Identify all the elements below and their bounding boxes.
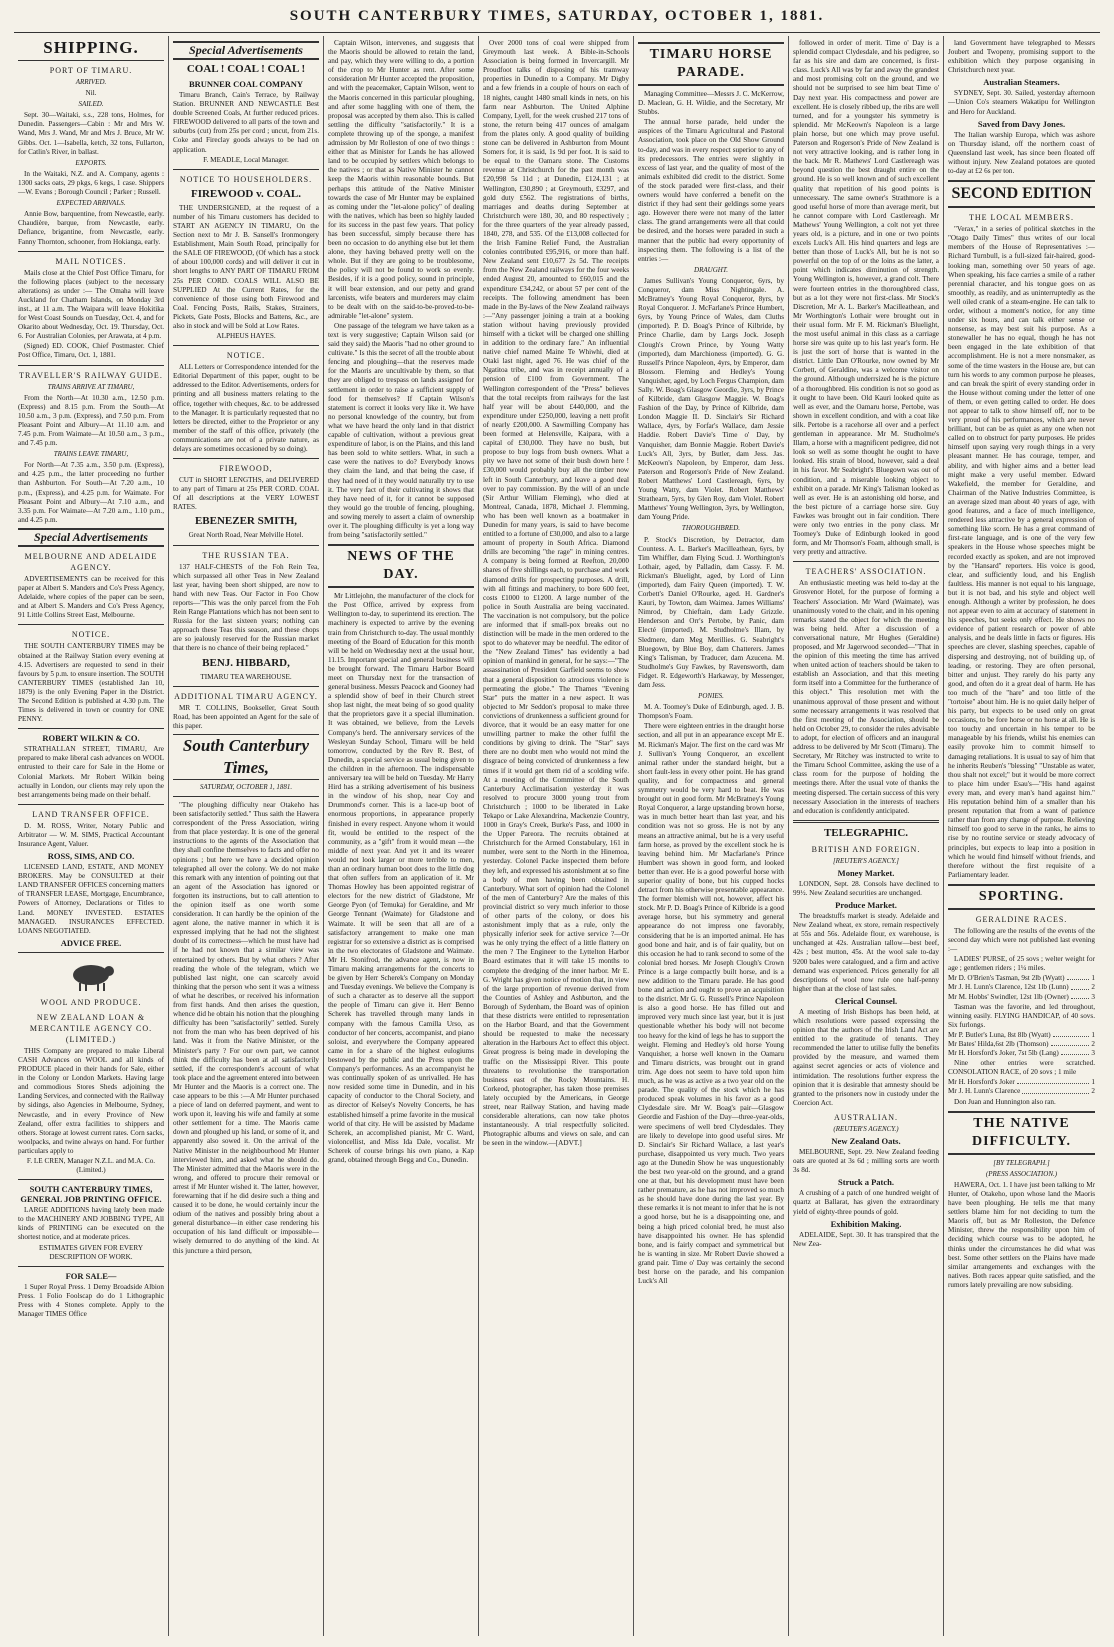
race-result-row bbox=[948, 1040, 1095, 1049]
firewood-title: FIREWOOD v. COAL. bbox=[190, 187, 301, 200]
firewood2-heading: FIREWOOD, bbox=[219, 464, 273, 474]
leader-dots bbox=[1061, 1049, 1090, 1055]
placing: 1 bbox=[1091, 974, 1095, 983]
notice-text: THE SOUTH CANTERBURY TIMES may be obtained at the Railway Station every evening at 4.15. Advertisers are requested to send in their favours by 5 p.m. to ensure insertion. The SOUTH CANTERBURY TIMES (established Jan 10, 1879) is the only Evening Paper in the District. The Second Edition is published at 4.30 p.m. The Times is delivered in town or country for ONE PENNY. bbox=[18, 642, 164, 724]
race-result-row bbox=[948, 1087, 1095, 1096]
produce-text: The breadstuffs market is steady. Adelaide and New Zealand wheat, ex store, remain respectively at 55s and 56s. Adelaide flour, ex warehouse, is unchanged at 42s. Australian tallow—best beef, 42s ; best mutton, 45s. At the wool sale to-day 9200 bales were catalogued, and a firm and active demand was experienced. Prices generally for all descriptions of wool now rule one half-penny higher than at the close of last sales. bbox=[793, 912, 939, 993]
exhibition-heading: Exhibition Making. bbox=[830, 1218, 902, 1229]
newspaper-columns bbox=[14, 36, 1100, 1636]
leader-continued: Captain Wilson, intervenes, and suggests that the Maoris should be allowed to retain the land, and pay, which they were willing to do, a portion of the crop to Mr Hunter as rent. After some consideration Mr Hunter accepted the proposition, and with the peacemaker, Captain Wilson, went to the Maoris concerned in this particular ploughing, and after some haggling with one of them, the proposal was accepted by them also. This is called settling the difficulty "satisfactorily." It is a complete throwing up of the sponge, a manifest admission by Mr Rolleston of one of two things : either that as Minister for Lands he has allowed land to be occupied by settlers which belongs to the natives ; or that as Native Minister he cannot keep the Maoris within reasonable bounds. But perhaps this attitude of the Native Minister towards the case of Mr Hunter may be explained as coming under the "let-alone policy" of dealing with the natives, which has been so highly lauded for its success in the past few years. That policy has been successful, simply because there has been no occasion to do anything else but let them alone, they having behaved pretty well on the whole. But if they are going to be troublesome, the policy will not be found to work so evenly. Besides, if it is a good policy, sound in principle, it will bear extension, and our petty and grand larcenists, wife beaters and murderers may claim to be dealt with on the said-to-be-proved-to-be-admirable "let-alone" system. bbox=[328, 39, 474, 320]
wilkin-text: STRATHALLAN STREET, TIMARU, Are prepared to make liberal cash advances on WOOL entrusted to their care for Sale in the Home or Colonial Markets. Mr Robert Wilkin being actually in London, our clients may rely upon the best arrangements being made on their behalf. bbox=[18, 745, 164, 799]
native-difficulty-heading: THE NATIVE DIFFICULTY. bbox=[948, 1111, 1095, 1155]
column-5 bbox=[634, 36, 789, 1636]
divider bbox=[18, 1266, 164, 1267]
news-text: Mr Littlejohn, the manufacturer of the clock for the Post Office, arrived by express from Wellington to-day, to superintend its erection. The machinery is expected to arrive by the evening train from Christchurch to-day. The usual monthly meeting of the Board of Education for this month will be held on Wednesday next at the usual hour, 11.15. Important special and general business will be brought forward. The Timaru Harbor Board meet on Thursday next for the transaction of general business. Messrs Peacock and Gooney had a splendid show of beef in their Church street shop last night, the meat being of so good quality that the proprietors gave it a special illumination. It was obtained, we believe, from the Levels Company's herd. The anniversary services of the Wesleyan Sunday School, Timaru will be held tomorrow, conducted by the Rev R. Best, of Dunedin, a special service as usual being given to the children in the afternoon. The indispensable anniversary tea will be held on Tuesday. Mr Harry Hird has a striking advertisement of his business in the window of his shop, near Coy and Drummond's corner. This is a lace-up boot of enormous proportions, in appearance properly finished in every respect. Anyone whom it would fit, would be entitled to the respect of the community, as a "gift" from it would mean —the middle of next year. And yet it and its wearer would not look larger or more terrible to men, than an ordinary human boot does to the little dog that often suffers from an application of it. Mr Thomas Howley has been appointed registrar of electors for the new district of Gladstone, Mr George Pyon (of Temuka) for Geraldine, and Mr George Tennant (Waimate) for Gladstone and Waimate. It will be seen that all are of a satisfactory arrangement to make one man registrar for so extensive a district as is comprised in the two electorates of Gladstone and Waimate. Mr H. Stonifrod, the advance agent, is now in Timaru making arrangements for the concerts to be given by Herr Scherek's Company on Monday and Tuesday evenings. We believe the Company is of such a character as to deserve all the support the people of Timaru can give it. Herr Benno Scherek has travelled through many lands in company with the famous Camilla Urso, as conductor of her concerts, accompanist, and piano soloist, and everywhere the Company appeared came in for a share of the highest eulogiums bestowed by the public and the Press upon the Company's performances. As an accompanyist he was continually spoken of as unrivalled. He has now resided some time in Dunedin, and in his capacity of conductor to the Choral Society, and as director of Kelsey's Novelty Concerts, he has established himself a prime favorite in the musical world of that city. He will be assisted by Madame Scherek, an accomplished pianist, Mr C. Ward, violoncellist, and Miss Ida Dale, vocalist. Mr Scherek of course brings his own piano, a Kap grand, obtained through Begg and Co., Dunedin. bbox=[328, 592, 474, 1164]
local-members-text: "Verax," in a series of political sketches in the "Otago Daily Times" thus writes of our local members of the House of Representatives :— Richard Turnbull, is a full-sized fair-haired, good-looking man, something over 50 years of age. When speaking, his face carries a smile of a rather perennial character, and his tongue goes on as smoothly, as readily, and as uninterruptedly as the well oiled crank of a steam-engine. He can talk to order, without a moment's notice, for any time under six hours, and can talk either sense or nonsense, as may best suit his purpose. As a stonewaller he has no equal, though he has not been engaged in the late exhibition of that accomplishment. He is not a mere nonsmaker, as some of the time wasters in the House are, but can turn his words to any common purpose he pleases, and can break the spirit of every standing order in the House without coming under the letter of one of them, or even getting called to order. He does not appear to talk to show himself off, nor to be very proud of his performances, which are never brilliant, but can be as quiet as any one when not called on to obstruct for party purposes. He prides himself upon saying very rough things in a very pleasant manner. He has courage, temper, and ability, and with higher aims and a better lead might make a very useful member. Edward Wakefield, the member for Geraldine, and Chairman of the Native Industries Committee, is an average sized man about 40 years of age, with good features, and a face of much intelligence, rendered less attractive by a general expression of something like scorn. He has a great command of first-rate language, and is one of the very few speakers in the House whose speeches might be recorded exactly as spoken, and are not improved by the "Hansard" reporters. His voice is good, clear, and sufficiently loud, and his English faultless. His manner is not equal to his language, but it is not bad, and his style and object well enough. Although a writer by profession, he does not appear even to aim at accuracy of statement in his speeches, but seeks only effect. He shows no evidence of patient research or power of able analysis, and he deals little in facts or figures. His speeches are clever, slashing speeches, capable of dispersing and destroying, not of building up, of leading, or restoring. They are often personal, bitter and unjust. They rarely do his party any good, and often do it a great deal of harm. He has too much of the "hare" and too little of the "tortoise" about him. He is no quiet daily helper of his party, but expects to be used only on great occasions, to be fore horse or no horse at all. He is too touchy and uncertain in his temper to be manageable by his friends, whilst his enemies can easily provoke him to commit himself to damaging retaliations. It is usual to say of him that he inherits Reuben's "blessing" "Unstable as water, thou shalt not excel;" but it would be more correct to place him under Esau's—"His hand against every man, and every man's hand against him." His reputation behind him of a smaller than his present reputation that from a want of patience rather than from any change of purpose. Relieving himself too good to serve in the ranks, he aims to rise by no routine service or steady advocacy of principles, but expects to leap into a position in which he would find himself without friends, and therefore without the first requisite of a Parliamentary leader. bbox=[948, 225, 1095, 879]
parade-continued: followed in order of merit. Time o' Day is a splendid compact Clydesdale, and his pedigree, so far as his sire and dam are concerned, is first-class. Luck's All was by far and away the grandest and most promising colt on the ground, and we should not be surprised to see him beat Time o' Day next year. His compactness and power are excellent. He is closely ribbed up, the ribs are well turned, and for a youngster his symmetry is splendid. Mr McKeown's Napoleon is a large plain horse, but one which may prove useful. Paterson and Rogerson's Pride of New Zealand is not very attractive looking, and is rather long in the back. Mr R. Mathews' Lord Castlereagh was beyond question the best draught entire on the ground. He is so well known and of such excellent quality that repetition of his good points is unnecessary. The same owner's Strathmore is a good useful horse of more than average merit, but he cannot compare with Lord Castlereagh. Mr Mathews' Young Wellington, a colt not yet three years old, is a picture, and in one or two points excels Luck's All. His hind quarters and legs are better than those of Luck's All, but he is not so powerful on the top of or the loins as the latter, a point which indicates diminution of strength. Young Wellington is, however, a grand colt. There were fourteen entries in the thoroughbred class, but as a lot they were not first-class. Mr Stock's Discretion, Mr A. L. Barker's Macilleathean, and Mr Worthington's Lothair were brought out in their usual form. Mr F. M. Rickman's Bluelight, the most useful animal in this class as a carriage horse sire was quite up to his last year's form. He is just the sort of horse that is wanted in the district. Little Dan O'Rourke, now owned by Mr Corbett, of Geraldine, was a welcome visitor on the ground. Although underrsized he is the picture of a thoroughbred. His condition is not so good as it ought to have been. Old Kauri looked quite as well as ever, and the Oamaru horse, Pertobe, was shown in excellent condition, and with a coat like silk. Pertobe is a racehorse all over and a perfect gentleman in appearance. Mr M. Studholme's Illam, a horse with a magnificent pedigree, did not look so well as some thought he ought to have looked. His strain of blood, however, said a deal in his favor. Mr Seabright's Bluegown was out of condition, and a miserable looking object to exhibit on a parade. Mr King's Talisman looked as well as ever. He is an astonishing old horse, and the best picture of a carriage horse sire. Guy Fawkes was brought out in fair condition. There were only two entries in the pony class. Mr Toomey's Duke of Edinburgh looked in good form, and Mr Thomson's Foam, although small, is very pretty and attractive. bbox=[793, 39, 939, 557]
sporting-heading: SPORTING. bbox=[948, 884, 1095, 910]
leader-dots bbox=[1067, 974, 1090, 980]
wilkin-title: ROBERT WILKIN & CO. bbox=[42, 733, 140, 744]
davy-jones-text: The Italian warship Europa, which was ashore on Thursday island, off the northern coast of Queensland last week, has since been floated off without injury. New Zealand potatoes are quoted to-day at £2 6s per ton. bbox=[948, 130, 1095, 176]
placing: 1 bbox=[1091, 1078, 1095, 1087]
paper-title: South Canterbury Times, bbox=[173, 734, 319, 780]
parade-comment: There were eighteen entries in the draught horse section, and all put in an appearance except Mr E. M. Rickman's Major. The first on the card was Mr J. Sullivan's Young Conqueror, an excellent animal rather under the standard height, but a short fault-less in every other point. He has grand quality, and for compactness and general symmetry would be very hard to beat. He was brought out in good form. Mr McBratney's Young Royal Conqueror, a large upstanding brown horse, was in much better heart than last year, and his condition was not so gross. He is not by any means an attractive animal, but he is a very useful farm horse, as proved by the excellent stock he is leaving behind him. Mr Macfarlane's Prince Humbert was shown in good form, and looked better than ever. He is a good powerful horse with superior quality of bone, but his cupped hocks detract from his otherwise presentable appearance. The former blemish will not, however, affect his stock. Mr P. D. Boag's Prince of Kilbride is a good average horse, but his symmetry and general appearance do not impress one favorably, considering that he is an imported animal. He has good bone and hair, and is of fair quality, but on this occasion he had to rank second to some of the colonial bred horses. Mr Joseph Clough's Crown Prince is a large compactly built horse, and is a new addition to the Timaru parade. He has good bone and action and ought to prove an acquisition to the district. Mr G. G. Russell's Prince Napoleon is also a good horse. He has filled out and improved very much since last year, but it is just questionable whether his body will not become too heavy for the kind of legs he has to support the weight. Fleming and Hedley's old horse Young Vanquisher, a horse well known in the Oamaru and Timaru districts, was brought out in grand trim. Age does not seem to have told upon him much, as he was as active as a two year old on the parade. The quality of the stock which he has produced speak volumes in his favor as a good Clydesdale sire. Mr W. Boag's pair—Glasgow Geordie and Fashion of the Day—three-year-olds, were specimens of well bred Clydesdales. They are likely to develope into good useful sires. Mr D. Sinclair's Sir Richard Wallace, a last year's purchase, disappointed us very much. Two years ago at the Dunedin Show he was unquestionably the best two year-old on the ground, and a grand one at that, but his development must have been rather premature, as he has not improved so much as he should have done during the last year. By these remarks it is not meant to infer that he is not a good horse, but he is a disappointing one, and being a high priced colonial bred, he must also have disappointed his owner. He has splendid bone, and is fairly compact and symmetrical but he is wanting in size. Mr Robert Davie showed a grand pair. Time o' Day was certainly the second best horse on the parade, and his companion Luck's All bbox=[638, 722, 784, 1286]
sailed-text: Sept. 30—Waitaki, s.s., 228 tons, Holmes, for Dunedin. Passengers—Cabin : Mr and Mrs W. Wand, Mrs J. Wand, Mr and Mrs J. Bruce, Mr W. Gibbs. Oct. 1—Isabella, ketch, 32 tons, Fullarton, for Catlin's River, in ballast. bbox=[18, 111, 164, 156]
divider bbox=[793, 561, 939, 562]
firewood-sign: ALPHEUS HAYES. bbox=[216, 332, 276, 341]
leave-text: For North—At 7.35 a.m., 3.50 p.m. (Express), and 4.25 p.m., the latter proceeding no further than Ashburton. For South—At 7.20 a.m., 10 p.m., (Express), and 4.25 p.m. for Waimate. For Pleasant Point and Albury—At 7.10 a.m., and 3.35 p.m. For Waimate—At 7.20 a.m., 1.10 p.m., and 4.25 p.m. bbox=[18, 461, 164, 524]
ladies-purse-heading: LADIES' PURSE, of 25 sovs ; welter weight for age ; gentlemen riders ; 1¼ miles. bbox=[948, 955, 1095, 973]
race-result-row bbox=[948, 1078, 1095, 1087]
thoroughbred-entries: P. Stock's Discretion, by Detractor, dam Countess. A. L. Barker's Macilleathean, 6yrs, by Tim Whiffler, dam Flying Scud. J. Worthington's Lothair, aged, by Palladin, dam Cassy. F. M. Rickman's Bluelight, aged, by Lord of Linn (imported), dam Fairy Queen (imported). T. W. Corbett's Daniel O'Rourke, aged. H. Gardner's Kauri, by Towton, dam Waimea. James Williams' Nimrod, by Chieftain, dam Lady Grizzle. Henderson and Orr's Pertobe, by Panic, dam Electé (imported). M. Studholme's Illam, by Sledmere, dam Meg Merillies. G. Seabright's Bluegown, by Blue Boy, dam Chatterers. James King's Talisman, by Traducer, dam Azucena. M. Studholme's Guy Fawkes, by Ravensworth, dam Fidget. R. Edgeworth's Harkaway, by Messenger, dam Jess. bbox=[638, 535, 784, 689]
horse-parade-heading: TIMARU HORSE PARADE. bbox=[638, 42, 784, 86]
special-ads-heading: Special Advertisements bbox=[18, 528, 164, 547]
divider bbox=[18, 251, 164, 252]
sheep-icon bbox=[61, 957, 121, 993]
oats-heading: New Zealand Oats. bbox=[831, 1136, 901, 1147]
news-items: Over 2000 tons of coal were shipped from Greymouth last week. A Bible-in-Schools Association is being formed in Invercargill. Mr Proudfoot talks of disposing of his tramway properties in Dunedin to a Company. Mr Digby and a few friends in a couple of hours on each of 18 nights, caught 1480 small kinds in nets, on his farm near Ashburton. The United Alphine Company, Lyell, for the week crushed 217 tons of stone, the return being 417 ounces of amalgam from the plates only. A good quality of building stone can be delivered in Ashburton from Mount Somers for, it is said, 1s 9d per foot. It is said to be equal to the Oamaru stone. The Customs revenue at Christchurch for the past month was £20,998 5s 11d ; at Dunedin, £124,131 ; at Wellington, £30,890 ; at Greymouth, £3297, and gold duty £562. The registrations of births, marriages and deaths during September at Christchurch were 180, 30, and 80 respectively ; for the three quarters of the year already passed, 1840, 278, and 535. Of the £13,008 collected for the Irish Famine Relief Fund, the Australian colonies contributed £95,916, or more than half. New Zealand sent £10,677 2s 5d. The receipts from the New Zealand railways for the four weeks ended August 20, amounted to £60,015 and the expenditure £34,242, or about 57 per cent of the receipts. The following amendment has been made in the By-laws of the New Zealand railways :—"Any passenger joining a train at a booking station without having previously provided himself with a ticket will be charged one shilling in addition to the ordinary fare." An influential native chief named Maine Te Whiwhi, died at Otaki last night, aged 76. He was chief of the Ngatitoa tribe, and was in receipt annually of a pension of £100 from Government. The Wellington correspondent of the "Press" believes that the total receipts from railways for the last half year will be about £440,000, and the expenditure under £250,000, leaving a nett profit of nearly £200,000. A Sawmilling Company has been formed at Helensville, Kaipara, with a capital of £30,000. They have no bush, but propose to buy logs from bush owners. What a pity we have not some of their bush down here ! £30,000 would probably buy all the timber now left in South Canterbury, and leave a good deal over to pay commission. By the will of an uncle (Sir Arthur William Fleming), who died at Montreal, Canada, 1878, Michael J. Flemming, who has been well known as a boatmaker in Dunedin for many years, is said to have become entitled to a fortune of £30,000, and also to a large amount of property in South Africa. Diamond drills are becoming "the rage" in mining centres. A company is being formed at Reefton, 20,000 shares of five shillings each, to purchase and work diamond drills for prospecting purposes. A drill, with all fittings and machinery, to bore 600 feet, costs £1000 to £1200. A large number of the police in South Australia are being vaccinated. The vaccination is not compulsory, but the police are informed that if small-pox breaks out no distinction will be made in the men ordered to the spot to do whatever may be needful. The editor of the "New Zealand Times" has evidently a bad opinion of mankind in general, for he says:—"The assassination of President Garfield seems to show that a general disposition to atrocious violence is permeating the globe." The Thames "Evening Star" puts the matter in a new aspect. It was objected to Mr Seddon's proposal to make three convictions of drunkenness a sufficient ground for divorce, that it would be an easy matter for one unwilling partner to make the other fulfil the conditions by giving to drink. The "Star" says there are no doubt men who would not mind the disgrace of being convicted of drunkenness a few times if it would get them rid of a scolding wife. At a meeting of the Committee of the South Canterbury Acclimatisation yesterday it was resolved to procure 3000 young trout from Christchurch ; 1000 to be liberated in Lake Tekapo or Lake Alexandrina, Mackenzie Country, 1000 in Gray's Creek, Burke's Pass, and 1000 in the Upper Pareora. The recruits obtained at Christchurch for the Armed Constabulary, 161 in number, were sent to the North in the Hinemoa, yesterday. Colonel Packe inspected them before they left, and expressed his astonishment at so fine a body of men having been obtained in Canterbury. What sort of opinion had the Colonel of the men of Canterbury? Are the males of this provincial district so very much inferior to those of other parts of the colony, or does his astonishment imply that as a rule, only the physically inferior seek for active service ?—Or was he only trying the effect of a little flattery on the men ? The Engineer to the Lyttelton Harbor Board estimates that it will take 15 months to complete the dredging of the inner harbor. Mr E. G. Wright has given notice of motion that, in view of the large proportion of revenue derived from the Counties of Ashley and Ashburton, and the Borough of Sydenham, the Board was of opinion that these districts were entitled to representation on the Harbor Board, and that the Government should be requested to make the necessary alteration in the Harbours Act to effect this object. Great progress is being made in developing the traffic on the Mississippi River. This poute threatens to revolutionise the transportation business east of the Rocky Mountains. H. Corkeod, photographer, has taken those premises lately occupied by the Americans, in George street, near Railway Station, and having made considerable alterations, can now take photos instantaneously. A trial respectfully solicited. Photographic albums and views on sale, and can be seen in the window.—[ADVT.] bbox=[483, 39, 629, 1148]
horse-name: Mr D. O'Brien's Tasman, 9st 2lb (Wyatt) bbox=[948, 974, 1065, 983]
local-members-heading: THE LOCAL MEMBERS. bbox=[968, 213, 1075, 223]
masthead: SOUTH CANTERBURY TIMES, SATURDAY, OCTOBER 1, 1881. bbox=[289, 8, 825, 24]
leave-sub: TRAINS LEAVE TIMARU, bbox=[53, 450, 129, 459]
brunner-title: BRUNNER COAL COMPANY bbox=[188, 79, 304, 89]
placing: 2 bbox=[1091, 983, 1095, 992]
horse-name: Mr J. H. Lunn's Clarence, 12st 1lb (Lunn) bbox=[948, 983, 1069, 992]
column-3 bbox=[324, 36, 479, 1636]
second-edition-heading: SECOND EDITION bbox=[948, 180, 1095, 208]
brunner-sign: F. MEADLE, Local Manager. bbox=[203, 155, 289, 164]
firewood-text: THE UNDERSIGNED, at the request of a number of his Timaru customers has decided to START AN AGENCY IN TIMARU, On the Section next to Mr J. B. Sansell's Ironmongery Establishment, Main South Road, principally for the SALE OF FIREWOOD, (Of which has a stock of about 100,000 cords) and will deliver it cut in short lengths to ANY PART OF TIMARU FROM 25s PER CORD. COALS WILL ALSO BE SUPPLIED At the Current Rates, for the convenience of those using both Firewood and Coal. Fencing Posts, Rails, Stakes, Strainers, Pickets, Gate Posts, Blocks and Battens, &c., are also in stock and will be Sold at Low Rates. bbox=[173, 203, 319, 330]
land-names: D. M. ROSS, Writer, Notary Public and Arbitrator — W. M. SIMS, Practical Accountant Insurance Agent, Valuer. bbox=[18, 821, 164, 848]
clerical-text: A meeting of Irish Bishops has been held, at which resolutions were passed expressing the opinion that the authors of the Irish Land Act are entitled to the gratitude of tenants. They recommended the latter to utilise fully the benefits provided by the measure, and warned them against secret agencies or acts of violence and intimidation. The resolutions further express the opinion that it is desirable that amnesty should be granted to the prisoners now in custody under the Coercion Act. bbox=[793, 1007, 939, 1107]
divider bbox=[18, 1179, 164, 1180]
horse-name: Mr J. H. Lunn's Clarence bbox=[948, 1087, 1021, 1096]
race-result-row bbox=[948, 1031, 1095, 1040]
thoroughbred-heading: THOROUGHBRED. bbox=[681, 524, 741, 533]
brunner-text: Timaru Branch, Cain's Terrace, by Railway Station. BRUNNER AND NEWCASTLE Best double Screened Coals, At further reduced prices. FIREWOOD delivered to all parts of the town and suburbs (cut) from 25s per cord ; uncut, from 21s. Coke and Fireclay goods always to be had on application. bbox=[173, 91, 319, 154]
race-result-row bbox=[948, 1049, 1095, 1058]
expected-label: EXPECTED ARRIVALS. bbox=[56, 199, 126, 208]
australian-heading: AUSTRALIAN. bbox=[833, 1112, 899, 1122]
column-6 bbox=[789, 36, 944, 1636]
ebenezer-addr: Great North Road, Near Melville Hotel. bbox=[188, 531, 304, 540]
race-result-row bbox=[948, 993, 1095, 1002]
committee-text: Managing Committee—Messrs J. C. McKerrow, D. Maclean, G. H. Wildie, and the Secretary, Mr Stubbs. bbox=[638, 90, 784, 117]
rail-sub: TRAINS ARRIVE AT TIMARU, bbox=[47, 382, 135, 391]
money-text: LONDON, Sept. 28. Consols have declined to 99½. New Zealand securities are unchanged. bbox=[793, 879, 939, 897]
column-4 bbox=[479, 36, 634, 1636]
by-telegraph: [BY TELEGRAPH.] bbox=[993, 1158, 1050, 1167]
divider bbox=[18, 728, 164, 729]
notice-heading: NOTICE. bbox=[71, 630, 111, 640]
special-ads-heading-2: Special Advertisements bbox=[173, 41, 319, 60]
race-result-row bbox=[948, 974, 1095, 983]
placing: 2 bbox=[1091, 1087, 1095, 1096]
produce-heading: Produce Market. bbox=[835, 900, 897, 911]
print-heading: SOUTH CANTERBURY TIMES, GENERAL JOB PRINTING OFFICE. bbox=[20, 1184, 162, 1205]
ladies-results bbox=[948, 974, 1095, 1001]
placing: 2 bbox=[1091, 1040, 1095, 1048]
nzl-sign: F. LE CREN, Manager N.Z.L. and M.A. Co. (Limited.) bbox=[26, 1156, 156, 1175]
news-heading: NEWS OF THE DAY. bbox=[328, 544, 474, 588]
horse-name: Mr H. Horsford's Joker bbox=[948, 1078, 1015, 1087]
placing: 3 bbox=[1091, 1049, 1095, 1058]
clerical-heading: Clerical Counsel. bbox=[834, 995, 898, 1006]
davy-jones-heading: Saved from Davy Jones. bbox=[977, 118, 1066, 129]
telegraphic-heading: TELEGRAPHIC. bbox=[823, 826, 909, 839]
arrived-label: ARRIVED. bbox=[75, 78, 107, 86]
divider bbox=[173, 686, 319, 687]
horse-name: Mr Bates' Hilda,6st 2lb (Thomson) bbox=[948, 1040, 1049, 1048]
agency-heading: ADDITIONAL TIMARU AGENCY. bbox=[174, 691, 318, 701]
exhibition-text: ADELAIDE, Sept. 30. It has transpired that the New Zea- bbox=[793, 1230, 939, 1248]
melbourne-heading: MELBOURNE AND ADELAIDE AGENCY. bbox=[24, 551, 158, 572]
column-1 bbox=[14, 36, 169, 1636]
tea-text: 137 HALF-CHESTS of the Foh Rein Tea, which surpassed all other Teas in New Zealand last year, having been short shipped, are now to hand with new Teas. Our Factor in Foo Chow reports—"This was the only parcel from the Foh Rein Range Plantations which has not been sent to Russia for the last sixteen years; nothing can approach these Teas this season, and these chops are so jealously reserved for the Russian market that there is no chance of their being replaced." bbox=[173, 562, 319, 653]
leader-dots bbox=[1017, 1078, 1090, 1084]
divider bbox=[173, 796, 319, 797]
column-7 bbox=[944, 36, 1099, 1636]
patch-heading: Struck a Patch. bbox=[838, 1177, 894, 1188]
notice2-heading: NOTICE. bbox=[226, 351, 266, 361]
benj-sub: TIMARU TEA WAREHOUSE. bbox=[200, 672, 292, 681]
leader-dots bbox=[1071, 983, 1090, 989]
melbourne-text: ADVERTISEMENTS can be received for this paper at Albert S. Manders and Co's Press Agency, Adelaide, where copies of the paper can be seen, and at Albert S. Manders and Co's Press Agency, 91 Little Collins Street East, Melbourne. bbox=[18, 574, 164, 620]
ladies-text: Tasman was the favorite, and led throughout, winning easily. FLYING HANDICAP, of 40 sovs. Six furlongs. bbox=[948, 1002, 1095, 1029]
draught-heading: DRAUGHT. bbox=[694, 265, 728, 274]
ponies-entries: M. A. Toomey's Duke of Edinburgh, aged. J. B. Thompson's Foam. bbox=[638, 703, 784, 721]
races-intro: The following are the results of the events of the second day which were not published last evening :— bbox=[948, 926, 1095, 954]
paper-date: SATURDAY, OCTOBER 1, 1881. bbox=[199, 782, 293, 791]
reuter-label: [REUTER'S AGENCY.] bbox=[832, 856, 900, 865]
nzl-text: THIS Company are prepared to make Liberal CASH Advances on WOOL and all kinds of PRODUCE placed in their hands for Sale, either in the Colony or London Markets. Having large and commodious Stores Sheds adjoining the Landing Services, and connected with the Railway by sidings, also Agencies in Melbourne, Sydney, Newcastle, and in every Province of New Zealand, offer extra facilities to shippers and others. Storage at lowest current rates. Corn sacks, woolpacks, and twine always on hand. For further particulars apply to bbox=[18, 1046, 164, 1155]
mail-text: Mails close at the Chief Post Office Timaru, for the following places (subject to the necessary alterations) as under :— The Omaha will leave Auckland for Chatham Islands, on Monday 3rd inst., at 11 a.m. The Waipara will leave Hokitika for West Coast Sounds on Tuesday, Oct. 4, and for Okarito about Wednesday, Oct. 19. Thursday, Oct. 6. For Australian Colonies, per Arawata, at 4 p.m. bbox=[18, 268, 164, 341]
rail-heading: TRAVELLER'S RAILWAY GUIDE. bbox=[19, 370, 163, 380]
consolation-text: Don Juan and Hunnington also ran. bbox=[954, 1097, 1056, 1106]
divider bbox=[18, 624, 164, 625]
rail-text: From the North—At 10.30 a.m., 12.50 p.m. (Express) and 8.15 p.m. From the South—At 10.50 a.m., 3 p.m. (Express), and 7.50 p.m. From Pleasant Point and Albury—At 11.10 a.m. and 7.45 p.m. From Waimate—At 10.50 a.m., 3 p.m., and 7.45 p.m. bbox=[18, 393, 164, 448]
shipping-heading: SHIPPING. bbox=[18, 38, 164, 61]
leader-text: "The ploughing difficulty near Otakeho has been satisfactorily settled." Thus saith the Hawera correspondent of the Press Association, wiring from that place yesterday. It is one of the general instructions to the agents of the Association that they shall confine themselves to facts and offer no opinions ; but here we have a decided opinion telegraphed all over the colony. We do not make this remark with any intention of pointing out that an agent of the Association has ignored or forgotten its instructions, but to call attention to the opinion itself as one worth some consideration. It can hardly be the opinion of the agent alone, the native manner in which it is expressed implying that he had not the slightest doubt of its correctness—which he must have had if he had not known that a similar view was entertained by others. But by what others ? After reading the whole of the telegram, which we published last night, one can scarcely avoid thinking that the person who sent it was a witness of what he describes, or received his information from first hands. And then arises the question, whence did he obtain his notion that the ploughing difficulty has been "satisfactorily" settled. Surely not from the man who has been deprived of his land. Was it from the Native Minister, or the Minister's party ? For our own part, we cannot think the difficulty has been at all satisfactorily settled, if the correspondent's account of what took place and the agreement entered into between Mr Hunter and the Maoris is a correct one. The case appears to be this :—A Mr Hunter purchased a piece of land on deferred payment, and went to work upon it, leaving his wife and family at some other settlement for a time. The Maoris came down and ploughed up his land, or some of it, and apparently also sowed it. On the arrival of the Native Minister in the neighbourhood Mr Hunter interviewed him, and asked what he should do. The Minister admitted that the Maoris were in the wrong, and offered to procure their removal or arrest if Mr Hunter wished it. The latter, however, forewarning that if he did desire such a thing and caused it to be done, he would certainly incur the odium of the natives and possibly bring about a general disturbance—in either case rendering his occupation of his land difficult or impossible—wisely demurred to do anything of the kind. At this juncture a third person, bbox=[173, 800, 319, 1255]
ponies-heading: PONIES. bbox=[698, 692, 724, 701]
divider bbox=[173, 169, 319, 170]
placing: 3 bbox=[1091, 992, 1095, 1001]
masthead-rule bbox=[14, 32, 1100, 33]
british-foreign-heading: BRITISH AND FOREIGN. bbox=[811, 844, 921, 854]
column-2 bbox=[169, 36, 324, 1636]
exports-text: In the Waitaki, N.Z. and A. Company, agents : 1300 sacks oats, 29 pkgs, 6 kegs, 1 case. Shippers—W. Evans ; Borough Council ; Parker ; Russell. bbox=[18, 169, 164, 197]
sale-text: 1 Super Royal Press. 1 Demy Broadside Albion Press. 1 Folio Foolscap do do 1 Lithographic Press with 4 Stones complete. Apply to the Manager TIMES Office bbox=[18, 1282, 164, 1318]
money-heading: Money Market. bbox=[837, 867, 895, 878]
leader-dots bbox=[1022, 1087, 1089, 1093]
exhibition-continued: land Government have telegraphed to Messrs Joubert and Twopeny, promising support to the exhibition which they purpose organising in Christchurch next year. bbox=[948, 39, 1095, 75]
divider bbox=[173, 545, 319, 546]
householders-heading: NOTICE TO HOUSEHOLDERS. bbox=[179, 174, 313, 184]
leader-continued-2: One passage of the telegram we have taken as a text is very suggestive; Captain Wilson said (or said they said) the Maoris "had no other ground to cultivate." Is this the secret of all the trouble about fencing and ploughing—that the reserves made for the Maoris are uncultivable by them, so that they are obliged to trespass on lands assigned for settlement in order to raise a sufficient supply of food for themselves? If Captain Wilson's statement is correct it looks very like it. We have no personal knowledge of the country, but from what we have heard the only land in that district capable of cultivation, without a previous great expenditure of labor, is on the Plains, and this land has been sold to white settlers. What, in such a case were the natives to do? Everybody knows they claim the land, and that being the case, if they had need of it they would naturally try to use it. The very fact of their cultivating it shows that they have need of it, for it cannot be supposed they would go the trouble of fencing, ploughing, and sowing merely to assert a claim of ownership over it. The ploughing difficulty is yet a long way from being "satisfactorily settled." bbox=[328, 321, 474, 540]
land-heading: LAND TRANSFER OFFICE. bbox=[32, 809, 150, 819]
teachers-heading: TEACHERS' ASSOCIATION. bbox=[805, 567, 927, 577]
press-association: (PRESS ASSOCIATION.) bbox=[985, 1169, 1058, 1178]
expected-text: Annie Bow, barquentine, from Newcastle, early. Chaudière, barque, from Newcastle, early. Defiance, brigantine, from Newcastle, early. Fanny Thornton, schooner, from Hokianga, early. bbox=[18, 210, 164, 246]
benj-title: BENJ. HIBBARD, bbox=[202, 656, 290, 669]
firewood2-text: CUT in SHORT LENGTHS, and DELIVERED to any part of Timaru at 25s PER CORD. COAL Of all descriptions at the VERY LOWEST RATES. bbox=[173, 476, 319, 512]
notice2-text: ALL Letters or Correspondence intended for the Editorial Department of this paper, ought to be addressed to the Editor. Advertisements, orders for printing and all business matters relating to the office, together with cheques, &c. to be addressed to the Manager. It is particularly requested that no letters be directed, either to the Proprietor or any member of the staff of this office, privately (the communications are not of a private nature, as delays are sometimes occasioned by so doing). bbox=[173, 363, 319, 453]
divider bbox=[173, 345, 319, 346]
placing: 1 bbox=[1091, 1030, 1095, 1039]
mail-signed: (Signed) ED. COOK, Chief Postmaster. Chief Post Office, Timaru, Oct. 1, 1881. bbox=[18, 342, 164, 360]
sale-heading: FOR SALE— bbox=[65, 1270, 117, 1281]
horse-name: Mr M. Hobbs' Swindler, 12st 1lb (Owner) bbox=[948, 992, 1069, 1001]
patch-text: A crushing of a patch of one hundred weight of quartz at Ballarat, has given the extraordinary yield of eighty-three pounds of gold. bbox=[793, 1189, 939, 1216]
agency-text: MR T. COLLINS, Bookseller, Great South Road, has been appointed an Agent for the sale of this paper. bbox=[173, 703, 319, 730]
estimates: ESTIMATES GIVEN FOR EVERY DESCRIPTION OF WORK. bbox=[38, 1243, 144, 1261]
oats-text: MELBOURNE, Sept. 29. New Zealand feeding oats are quoted at 3s 6d ; milling sorts are worth 3s 8d. bbox=[793, 1148, 939, 1175]
geraldine-races-heading: GERALDINE RACES. bbox=[975, 914, 1068, 924]
coal-title: COAL ! COAL ! COAL ! bbox=[186, 63, 306, 75]
divider bbox=[173, 458, 319, 459]
leader-dots bbox=[1053, 1031, 1090, 1037]
flying-text: Nine other entries were scratched. CONSOLATION RACE, of 20 sovs ; 1 mile bbox=[948, 1059, 1095, 1077]
sailed-label: SAILED. bbox=[78, 100, 104, 109]
leader-dots bbox=[1071, 993, 1090, 999]
divider bbox=[18, 804, 164, 805]
ebenezer-title: EBENEZER SMITH, bbox=[194, 515, 298, 528]
tea-heading: THE RUSSIAN TEA. bbox=[202, 550, 290, 560]
draught-entries: James Sullivan's Young Conqueror, 6yrs, by Conqueror, dam Miss Nightingale. A. McBratney's Young Royal Conqueror, 8yrs, by Royal Conqueror. J. McFarlane's Prince Humbert, 6yrs, by Young Prince of Wales, dam Cluths (imported). P. D. Boag's Prince of Kilbride, by Prince Charlie, dam by Largs Jock. Joseph Clough's Crown Prince, by Young Watty (imported), dam Marchioness (imported). G. G. Russell's Prince Napoleon, 4yrs, by Emperor, dam Blossom. Fleming and Hedley's Young Vanquisher, aged, by Loch Fergus Champion, dam Sally. W. Boag's Glasgow Geordie, 3yrs, by Prince of Kilbride, dam Glasgow Maggie. W. Boag's Fashion of the Day, by Prince of Kilbride, dam London Maggie II. D. Sinclair's Sir Richard Wallace, 4yrs, by Forfar's Wallace, dam Jessie Haddie. Robert Davie's Time o' Day, by Vanquisher, dam Bonnie Maggie. Robert Davie's Luck's All, 3yrs, by Butler, dam Jess. Jas. McKeown's Napoleon, by Emperor, dam Jess. Paterson and Rogerson's Pride of New Zealand. Robert Matthews' Lord Castlereagh, 6yrs, by Young Watty, dam Violet. Robert Matthews' Strathearn, 5yrs, by Glen Roy, dam Violet. Robert Matthews' Young Wellington, 3yrs, by Wellington, dam Young Pride. bbox=[638, 276, 784, 522]
race-result-row bbox=[948, 983, 1095, 992]
ross-text: LICENSED LAND, ESTATE, AND MONEY BROKERS. May be CONSULTED at their LAND TRANSFER OFFICES concerning matters of TRANSFER LEASE, Mortgage, Encumbrance, Powers of Attorney, Declarations or Titles to Land. MONEY INVESTED. ESTATES MANAGED. INSURANCES EFFECTED. LOANS NEGOTIATED. bbox=[18, 863, 164, 935]
print-text: LARGE ADDITIONS having lately been made to the MACHINERY AND JOBBING TYPE, All kinds of PRINTING can be executed on the shortest notice, and at moderate prices. bbox=[18, 1206, 164, 1242]
flying-results bbox=[948, 1031, 1095, 1058]
leader-dots bbox=[1051, 1040, 1090, 1046]
nzl-heading: NEW ZEALAND LOAN & MERCANTILE AGENCY CO. (LIMITED.) bbox=[29, 1012, 153, 1044]
consolation-results bbox=[948, 1078, 1095, 1096]
divider bbox=[793, 820, 939, 823]
horse-name: Mr H. Horsford's Joker, 7st 5lb (Lang) bbox=[948, 1049, 1059, 1058]
native-text: HAWERA, Oct. 1. I have just been talking to Mr Hunter, of Otakeho, upon whose land the Maoris have been ploughing. He tells me that many settlers blame him for not deciding to turn the Maoris off, but as Mr Rolleston, the Defence Minister, threw the responsibility upon him of deciding which course was to be adopted, he thinks under the circumstances he did what was best. Some other settlers on the Plains have made similar arrangements and exchanges with the natives. Both races appear quite satisfied, and the rumors lately prevailing are now subsiding. bbox=[948, 1180, 1095, 1289]
divider bbox=[18, 952, 164, 953]
horse-name: Mr P. Butler's Luna, 8st 8lb (Wyatt) bbox=[948, 1030, 1051, 1039]
reuter-label-2: (REUTER'S AGENCY.) bbox=[833, 1124, 899, 1133]
advice-free: ADVICE FREE. bbox=[60, 937, 122, 948]
wool-heading: WOOL AND PRODUCE. bbox=[40, 997, 142, 1007]
exports-label: EXPORTS. bbox=[75, 158, 107, 167]
teachers-text: An enthusiastic meeting was held to-day at the Grosvenor Hotel, for the purpose of forming a Teachers' Association. Mr Ward (Waimate), was unanimously voted to the chair, and in his opening remarks stated the object for which the meeting was being held. After a discussion of a conversational nature, Mr Hughes (Geraldine) proposed, and Mr Jagerwood seconded—"That in the opinion of this meeting the time has arrived when united action of teachers should be taken to establish an Association, and that this meeting form itself into a Committee for the furtherance of this object." This resolution met with the unanimous approval of those present and without some necessary arrangements it was resolved that the first meeting of the Association, should be held on October 29, to consider the rules advisable to adopt, for election of officers and an inaugural address to be delivered by Mr Scott (Timaru). The Secretary, Mr Ritchey was instructed to write to the Timaru School Committee, asking the use of a class room for the purpose of holding the meetings there. After the usual vote of thanks the meeting dispersed. The certain success of this very necessary Association in the interests of teachers and education is confidently anticipated. bbox=[793, 579, 939, 815]
divider bbox=[18, 365, 164, 366]
port-heading: PORT OF TIMARU. bbox=[49, 66, 133, 75]
parade-intro: The annual horse parade, held under the auspices of the Timaru Agricultural and Pastoral Association, took place on the Old Show Ground to-day, and was in every respect superior to any of its predecessors. The entries were slightly in excess of last year, and the quality of most of the animals exhibited did credit to the district. Some of the stock paraded were first-class, and their owners would have conferred a benefit on the district if they had sent their geldings some years ago. However there were not many of the latter class. The grand arrangements were all that could be desired, and the horses were paraded in such a manner that the public had every opportunity of inspecting them. The following is a list of the entries :— bbox=[638, 118, 784, 263]
steamers-text: SYDNEY, Sept. 30. Sailed, yesterday afternoon—Union Co's steamers Wakatipu for Wellington and Hero for Auckland. bbox=[948, 89, 1095, 116]
ross-title: ROSS, SIMS, AND CO. bbox=[47, 851, 135, 862]
steamers-heading: Australian Steamers. bbox=[983, 77, 1060, 88]
arrived-text: Nil. bbox=[85, 89, 97, 98]
mail-heading: MAIL NOTICES. bbox=[55, 256, 127, 266]
